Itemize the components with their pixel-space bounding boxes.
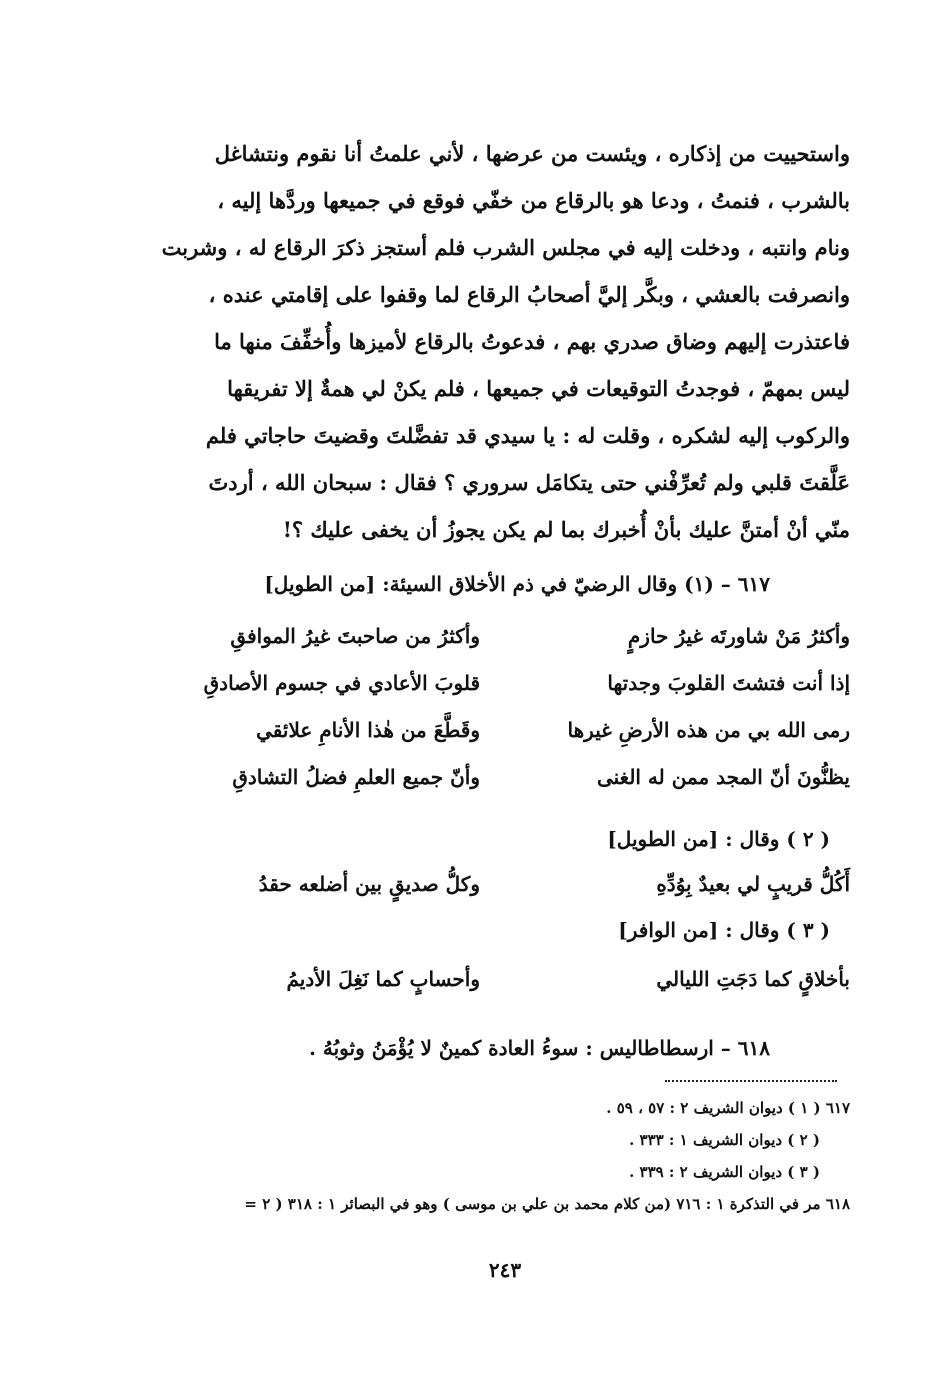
subheading-3: ( ٣ ) وقال : [من الوافر] xyxy=(618,918,830,942)
verse-second-hemistich: وكلُّ صديقٍ بين أضلعه حقدُ xyxy=(258,872,480,896)
verse-second-hemistich: وأكثرُ من صاحبتَ غيرُ الموافقِ xyxy=(230,624,480,648)
verse-first-hemistich: أَكُلُّ قريبٍ لي بعيدٌ بِوُدِّهِ xyxy=(656,872,850,896)
verse-first-hemistich: يظنُّونَ أنّ المجد ممن له الغنى xyxy=(596,765,850,789)
prose-line: وانصرفت بالعشي ، وبكَّر إليَّ أصحابُ الرقاع لما وقفوا على إقامتي عنده ، xyxy=(208,282,850,307)
prose-line: فاعتذرت إليهم وضاق صدري بهم ، فدعوتُ بالرقاع لأميزها وأُخفِّفَ منها ما xyxy=(214,329,850,354)
entry-618-heading xyxy=(160,1025,850,1071)
prose-line: ونام وانتبه ، ودخلت إليه في مجلس الشرب فلم أستجز ذكرَ الرقاع له ، وشربت xyxy=(161,235,850,260)
verse-first-hemistich: رمى الله بي من هذه الأرضِ غيرها xyxy=(567,718,850,742)
footnote-line: ( ٣ ) ديوان الشريف ٢ : ٣٣٩ . xyxy=(629,1163,820,1181)
prose-line: منّي أنْ أمتنَّ عليك بأنْ أُخبرك بما لم يكن يجوزُ أن يخفى عليك ؟! xyxy=(282,517,850,542)
verse-first-hemistich: بأخلاقٍ كما دَجَتِ الليالي xyxy=(656,967,850,991)
verse-second-hemistich: وأحسابٍ كما نَغِلَ الأديمُ xyxy=(286,967,480,991)
verse-line xyxy=(160,613,850,660)
prose-line: واستحييت من إذكاره ، ويئست من عرضها ، لأني علمتُ أنا نقوم ونتشاغل xyxy=(214,141,850,166)
prose-line: بالشرب ، فنمتُ ، ودعا هو بالرقاع من خفّي فوقع في جميعها وردَّها إليه ، xyxy=(217,188,850,213)
prose-line: ليس بمهمّ ، فوجدتُ التوقيعات في جميعها ، فلم يكنْ لي همةٌ إلا تفريقها xyxy=(227,376,850,401)
verse-second-hemistich: وأنّ جميع العلمِ فضلُ التشادقِ xyxy=(232,765,480,789)
entry-text: – ارسطاطاليس : سوءُ العادة كمينٌ لا يُؤْمَنُ وثوبُهُ . xyxy=(308,1036,731,1060)
verse-line xyxy=(160,956,850,1003)
entry-617-heading xyxy=(160,561,850,607)
verse-line xyxy=(160,660,850,707)
prose-line: والركوب إليه لشكره ، وقلت له : يا سيدي قد تفضَّلتَ وقضيتَ حاجاتي فلم xyxy=(205,423,850,448)
verse-first-hemistich: وأكثرُ مَنْ شاورتَه غيرُ حازمٍ xyxy=(627,624,850,648)
entry-number: ٦١٨ xyxy=(737,1036,770,1060)
prose-paragraph xyxy=(160,130,850,553)
entry-number: ٦١٧ xyxy=(737,572,770,596)
footnote-separator xyxy=(665,1080,837,1082)
entry-text: – (١) وقال الرضيّ في ذم الأخلاق السيئة: [من الطويل] xyxy=(264,572,731,596)
verse-first-hemistich: إذا أنت فتشتَ القلوبَ وجدتها xyxy=(607,671,850,695)
footnotes xyxy=(160,1092,850,1220)
verse-line xyxy=(160,707,850,754)
page-number: ٢٤٣ xyxy=(488,1258,522,1282)
verse-second-hemistich: وقَطَّعَ من هٰذا الأنامِ علائقي xyxy=(256,718,480,742)
verse-line xyxy=(160,861,850,908)
footnote-line: ٦١٨ مر في التذكرة ١ : ٧١٦ (من كلام محمد بن علي بن موسى ) وهو في البصائر ١ : ٣١٨ ( ٢ = xyxy=(244,1195,850,1213)
footnote-line: ٦١٧ ( ١ ) ديوان الشريف ٢ : ٥٧ ، ٥٩ . xyxy=(606,1099,850,1117)
subheading-2: ( ٢ ) وقال : [من الطويل] xyxy=(607,827,830,851)
book-page xyxy=(160,130,850,1350)
poem-block-1 xyxy=(160,613,850,801)
prose-line: عَلَّقتَ قلبي ولم تُعرِّفْني حتى يتكامَل سروري ؟ فقال : سبحان الله ، أردتَ xyxy=(208,470,850,495)
verse-second-hemistich: قلوبَ الأعادي في جسوم الأصادقِ xyxy=(203,671,480,695)
verse-line xyxy=(160,754,850,801)
footnote-line: ( ٢ ) ديوان الشريف ١ : ٣٣٣ . xyxy=(629,1131,820,1149)
